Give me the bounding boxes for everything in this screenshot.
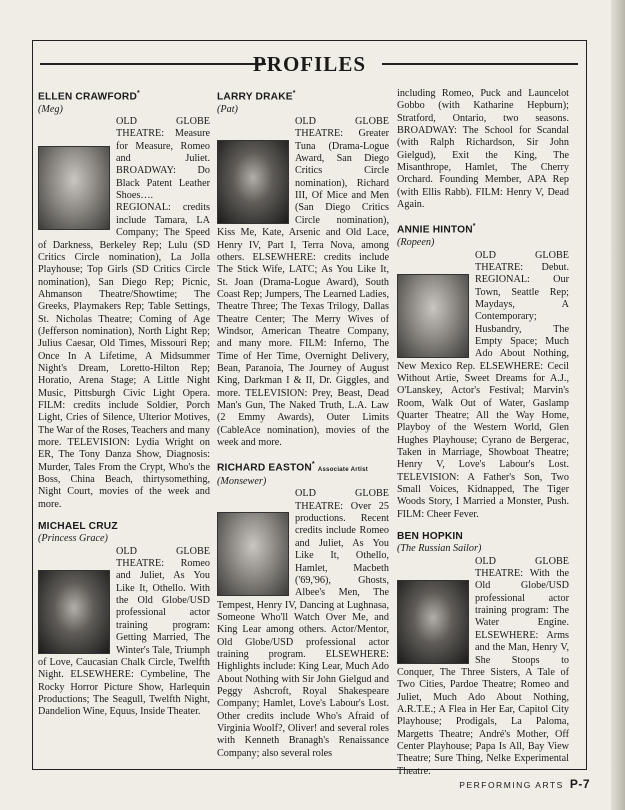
profile-name: ANNIE HINTON* (397, 223, 476, 236)
profile-larry-drake (217, 88, 389, 449)
column-1 (38, 88, 210, 729)
profile-bio: OLD GLOBE THEATRE: Measure for Measure, Romeo and Juliet. BROADWAY: Do Black Patent Leather Shoes…. REGIONAL: credits include Tamara, LA Company; The Speed of Darkness, Berkeley Rep; Lulu (SD Critics Circle nomination), La Jolla Playhouse; Top Girls (SD Critics Circle nomination), San Diego Rep; Picnic, Ahmanson Theatre/Showtime; The Greeks, Playmakers Rep; Table Settings, St. Nicholas Theatre; Coming of Age (Jefferson nomination), North Light Rep; Julius Caesar, Old Times, Missouri Rep; Once In A Lifetime, A Midsummer Night's Dream, Loretto-Hilton Rep; Horatio, Arena Stage; A Little Night Music, Pittsburgh Civic Light Opera. FILM: credits include Soldier, Porch Light, Cries of Silence, Ulterior Motives, The War of the Roses, Teachers and many more. TELEVISION: Lydia Wright on ER, The Tony Danza Show, Diagnosis: Murder, Tales From the Crypt, Who's the Boss, China Beach, thirtysomething, Night Court, movies of the week and more. (38, 116, 210, 510)
profile-richard-easton (217, 459, 389, 760)
column-3 (397, 88, 569, 788)
column-2 (217, 88, 389, 770)
profile-name: ELLEN CRAWFORD* (38, 90, 140, 103)
profile-bio: including Romeo, Puck and Launcelot Gobbo (with Katharine Hepburn); Stratford, Ontario, two seasons. BROADWAY: The School for Scandal (with Ralph Richardson, Sir John Gielgud), Exit the King, The Misanthrope, Hamlet, The Cherry Orchard. Founding Member, APA Rep (with Ellis Rabb). FILM: Henry V, Dead Again. (397, 88, 569, 211)
headshot-photo (397, 274, 469, 358)
page-number: P-7 (569, 777, 590, 791)
profile-bio: OLD GLOBE THEATRE: Romeo and Juliet, As You Like It, Othello. With the Old Globe/USD professional actor training program: Getting Married, The Winter's Tale, Triumph of Love, Caucasian Chalk Circle, Twelfth Night. ELSEWHERE: Cymbeline, The Rocky Horror Picture Show, Harlequin Productions; The Seagull, Twelfth Night, Dandelion Wine, Equus, Inside Theater. (38, 545, 210, 718)
profile-bio: OLD GLOBE THEATRE: Over 25 productions. Recent credits include Romeo and Juliet, As You Like It, Othello, Hamlet, Macbeth ('69,'96), Ghosts, Albee's Men, The Tempest, Henry IV, Dancing at Lughnasa, Someone Who'll Watch Over Me, and King Lear among others. Actor/Mentor, Old Globe/USD professional actor training program. ELSEWHERE: Highlights include: King Lear, Much Ado About Nothing with Sir John Gielgud and Peggy Ashcroft, Royal Shakespeare Company; Hamlet, Love's Labour's Lost. Other credits include Who's Afraid of Virginia Woolf?, Oliver! and several roles with Kenneth Branagh's Renaissance Company; also several roles (217, 488, 389, 759)
profile-role: (Pat) (217, 103, 238, 115)
page-footer (430, 777, 590, 791)
page-edge (611, 0, 625, 810)
associate-artist-label: Associate Artist (317, 466, 369, 473)
profile-bio: OLD GLOBE THEATRE: Debut. REGIONAL: Our Town, Seattle Rep; Maydays, A Contemporary; Husbandry, The Empty Space; Much Ado About Nothing, New Mexico Rep. ELSEWHERE: Cecil Without Artie, Sweet Dreams for A.J., O'Lanskey, Actor's Festival; Marvin's Room, Walk Out of Water, Gaslamp Quarter Theatre; All the Way Home, Playboy of the Western World, Glen Hughes Playhouse; Cyrano de Bergerac, Taken in Marriage, Showboat Theatre; Henry V, Love's Labour's Lost. TELEVISION: A Father's Son, Two Small Voices, Kidnapped, The Tiger Woods Story, I Married a Monster, Push. FILM: Cheer Fever. (397, 249, 569, 520)
profile-bio: OLD GLOBE THEATRE: With the Old Globe/USD professional actor training program: The Water Engine. ELSEWHERE: Arms and the Man, Henry V, She Stoops to Conquer, The Three Sisters, A Tale of Two Cities, Pardoe Theatre; Romeo and Juliet, Much Ado About Nothing, A.R.T.E.; A Flea in Her Ear, Capitol City Playhouse; Prodigals, La Paloma, Margetts Theatre; André's Mother, Off Center Playhouse; Papa Is All, Bay View Theatre; Sure Thing, Nelke Experimental Theatre. (397, 555, 569, 777)
profile-role: (Monsewer) (217, 476, 267, 488)
profile-name: RICHARD EASTON*Associate Artist (217, 461, 369, 474)
headshot-photo (38, 146, 110, 230)
header-rule-right (382, 63, 578, 65)
page-title: PROFILES (252, 52, 367, 76)
headshot-photo (38, 570, 110, 654)
profile-richard-easton-continued (397, 88, 569, 211)
profile-ben-hopkin (397, 531, 569, 778)
profile-role: (Ropeen) (397, 237, 435, 249)
profile-michael-cruz (38, 521, 210, 719)
profile-bio: OLD GLOBE THEATRE: Greater Tuna (Drama-Logue Award, San Diego Critics Circle nomination), Richard III, Of Mice and Men (San Diego Critics Circle nomination), Kiss Me, Kate, Arsenic and Old Lace, Henry IV, Part I, Terra Nova, among others. ELSEWHERE: credits include The Stick Wife, LATC; As You Like It, St. Joan (Drama-Logue Award), South Coast Rep; Jumpers, The Learned Ladies, Theatre Three; The Texas Trilogy, Dallas Theatre Center; The Merry Wives of Windsor, American Theatre Company, and many more. FILM: Inferno, The Time of Her Time, Overnight Delivery, Bean, Paranoia, The Journey of August King, Darkman I & II, Dr. Giggles, and more. TELEVISION: Prey, Beast, Dead Man's Gun, The Naked Truth, L.A. Law (2 Emmy Awards), Outer Limits (CableAce nomination), movies of the week and more. (217, 116, 389, 449)
publication-name: PERFORMING ARTS (459, 780, 564, 790)
profile-name: BEN HOPKIN (397, 531, 463, 543)
profile-role: (Princess Grace) (38, 533, 108, 545)
headshot-photo (217, 512, 289, 596)
headshot-photo (217, 140, 289, 224)
profile-annie-hinton (397, 221, 569, 521)
headshot-photo (397, 580, 469, 664)
profile-name: MICHAEL CRUZ (38, 521, 118, 533)
profile-ellen-crawford (38, 88, 210, 511)
profile-name: LARRY DRAKE* (217, 90, 296, 103)
profile-role: (The Russian Sailor) (397, 543, 482, 555)
page-header (32, 52, 587, 76)
profile-role: (Meg) (38, 103, 63, 115)
